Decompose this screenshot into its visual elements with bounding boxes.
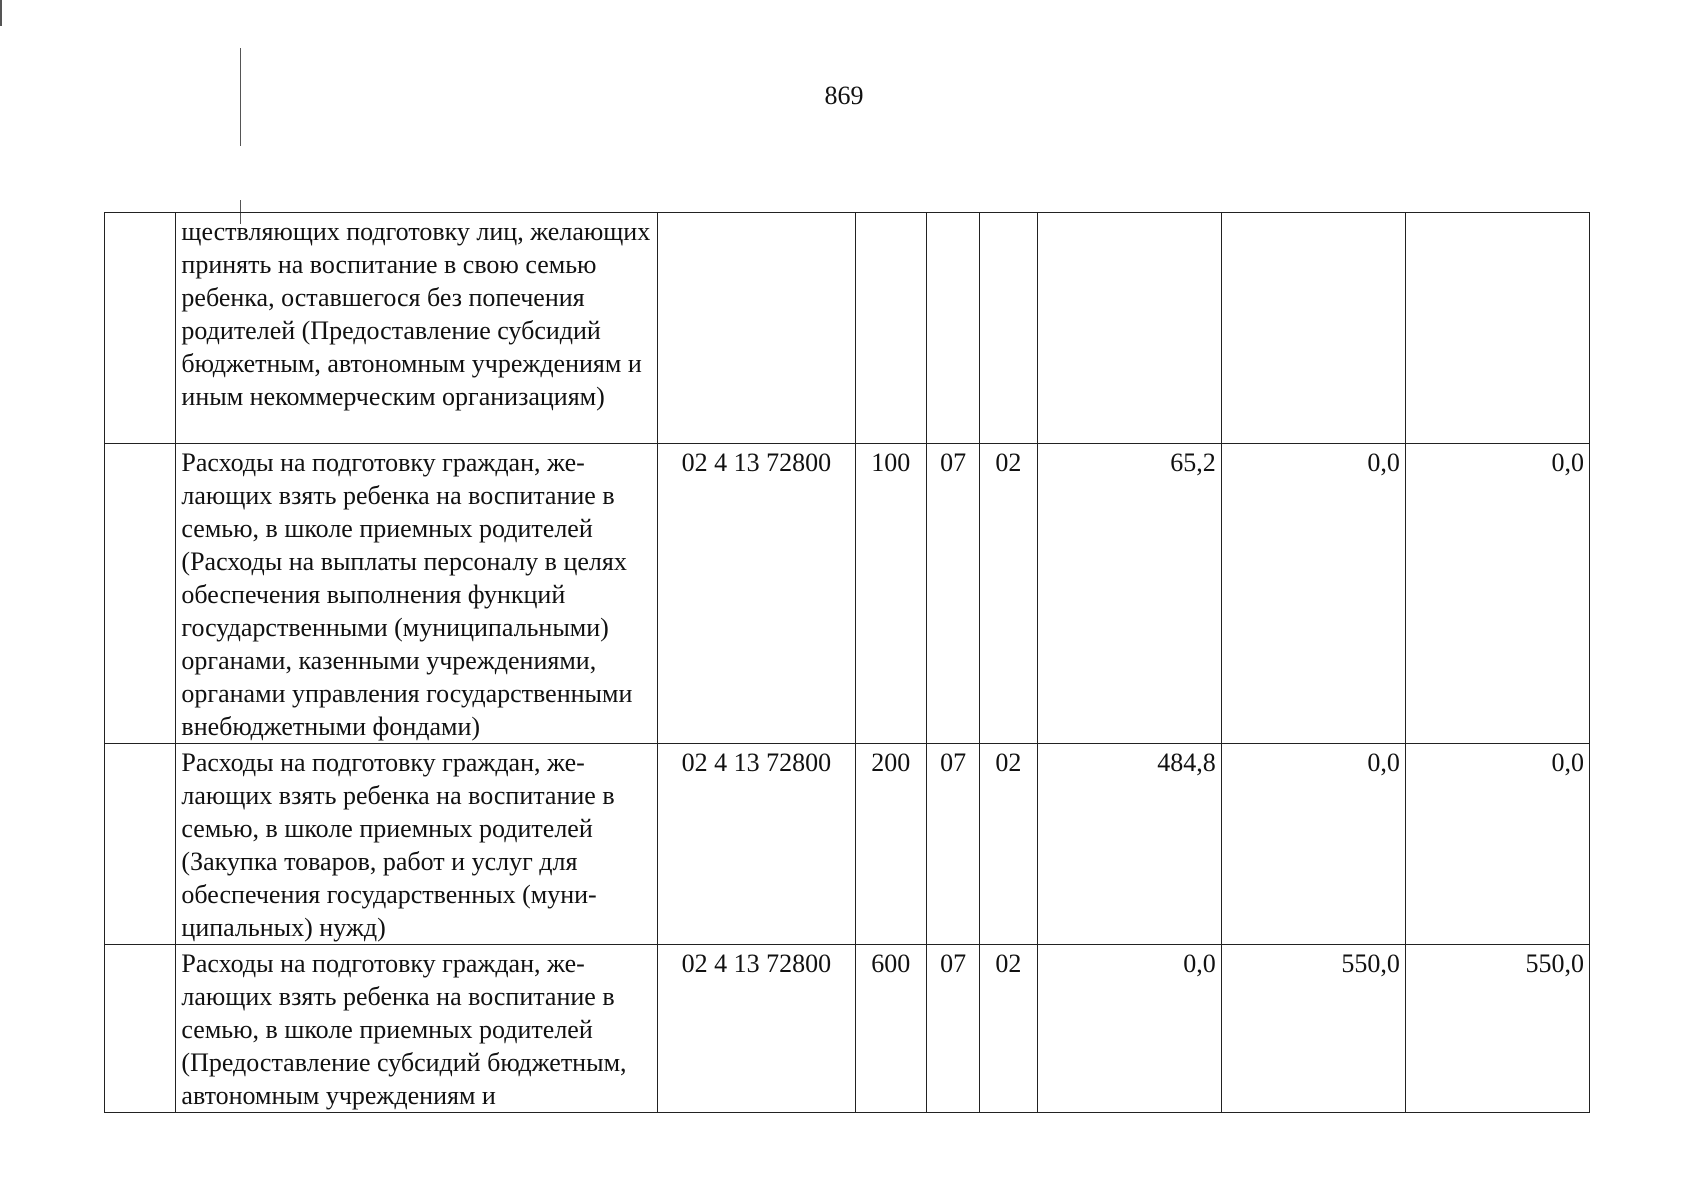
target-article-cell: 02 4 13 72800 bbox=[658, 444, 855, 744]
budget-table bbox=[104, 212, 1590, 1113]
subsection-cell: 02 bbox=[980, 744, 1037, 945]
subsection-cell bbox=[980, 213, 1037, 444]
amount-year2-cell: 550,0 bbox=[1221, 945, 1405, 1113]
description-cell: Расходы на подготовку граждан, желающих взять ребенка на воспитание в семью, в школе приемных родителей (Расходы на выплаты персоналу в целях обеспечения выполнения функций государственными (муниципальными) органами, казенными учреждениями, органами управления государственными внебюджетными фондами) bbox=[176, 444, 658, 744]
table-row bbox=[105, 945, 1590, 1113]
row-number-cell bbox=[105, 744, 176, 945]
amount-year2-cell: 0,0 bbox=[1221, 744, 1405, 945]
amount-year2-cell: 0,0 bbox=[1221, 444, 1405, 744]
amount-year1-cell: 65,2 bbox=[1037, 444, 1221, 744]
target-article-cell: 02 4 13 72800 bbox=[658, 945, 855, 1113]
target-article-cell: 02 4 13 72800 bbox=[658, 744, 855, 945]
amount-year2-cell bbox=[1221, 213, 1405, 444]
subsection-cell: 02 bbox=[980, 945, 1037, 1113]
amount-year1-cell: 484,8 bbox=[1037, 744, 1221, 945]
page-number: 869 bbox=[824, 81, 864, 110]
table-row bbox=[105, 444, 1590, 744]
section-cell: 07 bbox=[926, 744, 979, 945]
amount-year3-cell: 550,0 bbox=[1405, 945, 1589, 1113]
subsection-cell: 02 bbox=[980, 444, 1037, 744]
amount-year3-cell: 0,0 bbox=[1405, 444, 1589, 744]
expense-type-cell bbox=[855, 213, 926, 444]
row-number-cell bbox=[105, 213, 176, 444]
row-number-cell bbox=[105, 945, 176, 1113]
section-cell: 07 bbox=[926, 945, 979, 1113]
target-article-cell bbox=[658, 213, 855, 444]
expense-type-cell: 100 bbox=[855, 444, 926, 744]
description-cell: Расходы на подготовку граждан, желающих взять ребенка на воспитание в семью, в школе приемных родителей (Предоставление субсидий бюджетным, автономным учреждениям и bbox=[176, 945, 658, 1113]
section-cell: 07 bbox=[926, 444, 979, 744]
section-cell bbox=[926, 213, 979, 444]
description-cell: Расходы на подготовку граждан, желающих взять ребенка на воспитание в семью, в школе приемных родителей (Закупка товаров, работ и услуг для обеспечения государственных (муниципальных) нужд) bbox=[176, 744, 658, 945]
table-row bbox=[105, 744, 1590, 945]
table-row bbox=[105, 213, 1590, 444]
amount-year1-cell: 0,0 bbox=[1037, 945, 1221, 1113]
scan-artifact-line bbox=[0, 0, 2, 26]
expense-type-cell: 600 bbox=[855, 945, 926, 1113]
amount-year1-cell bbox=[1037, 213, 1221, 444]
amount-year3-cell: 0,0 bbox=[1405, 744, 1589, 945]
expense-type-cell: 200 bbox=[855, 744, 926, 945]
description-cell: ществляющих подготовку лиц, желающих принять на воспитание в свою семью ребенка, оставшегося без попечения родителей (Предоставление субсидий бюджетным, автономным учреждениям и иным некоммерческим организациям) bbox=[176, 213, 658, 444]
row-number-cell bbox=[105, 444, 176, 744]
amount-year3-cell bbox=[1405, 213, 1589, 444]
